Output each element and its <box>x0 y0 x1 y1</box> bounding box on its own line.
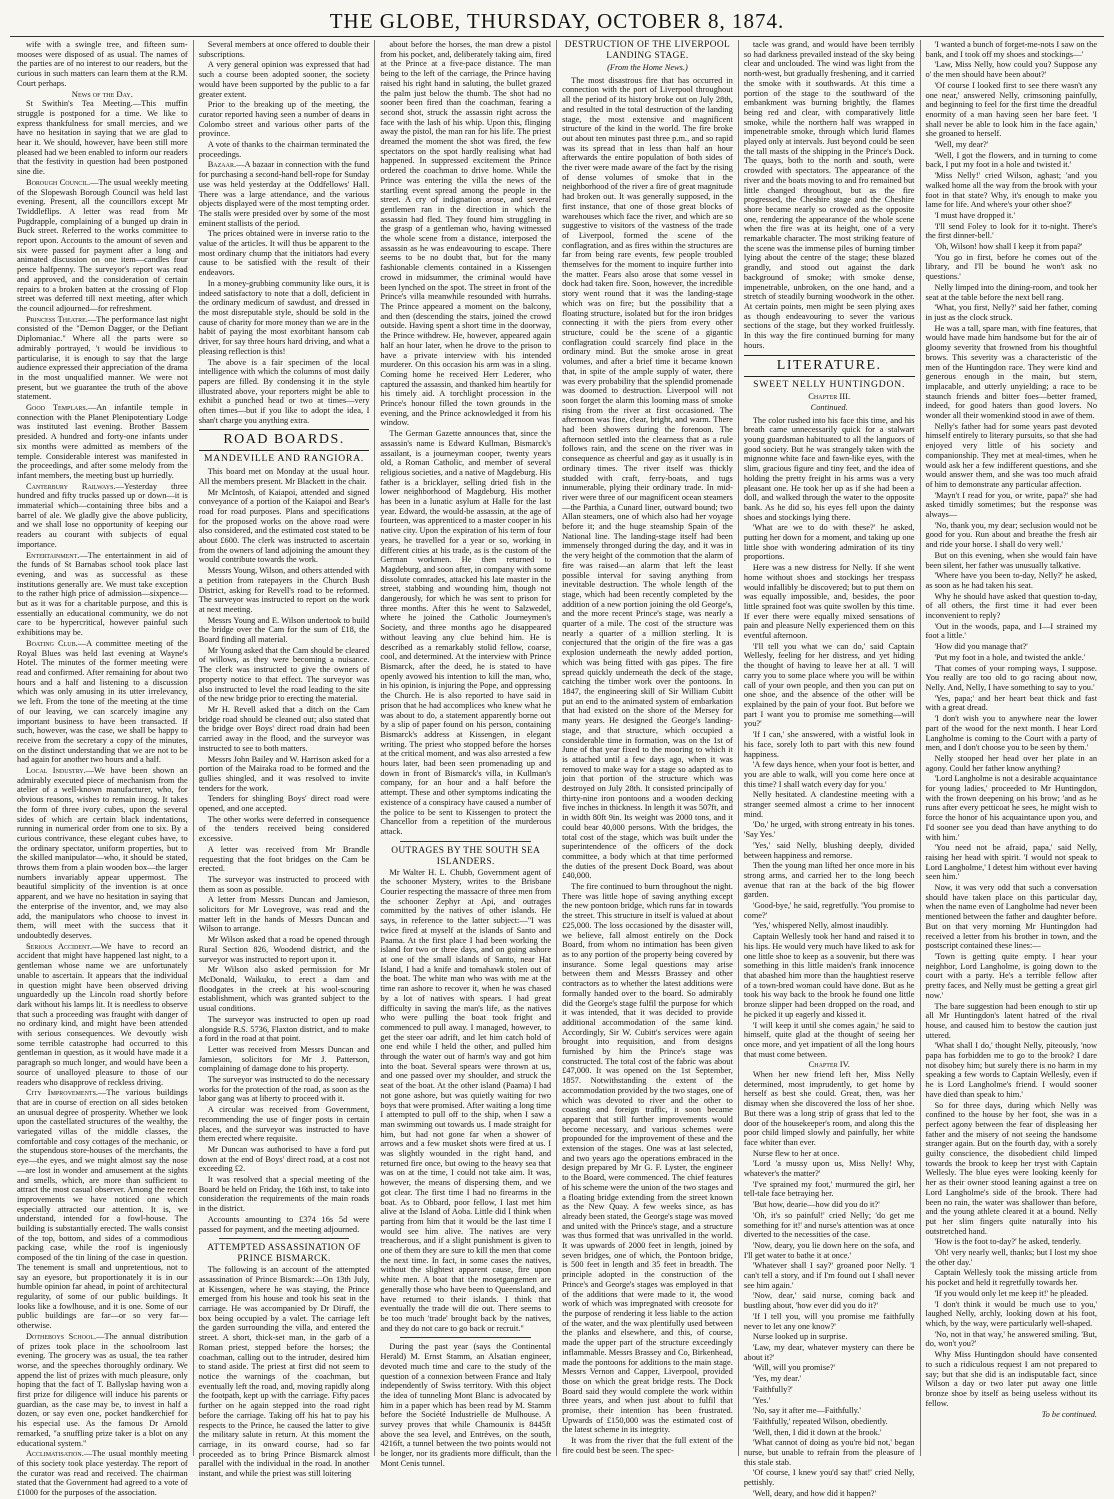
paragraph: Mr Walter H. L. Chubb, Government agent of the schooner Mystery, writes to the Brisbane Courier respecting the massacre of three men from the schooner Zephyr at Api, and outrages committed by the natives of other islands. He says, in reference to the latter subject:—"I was twice fired at myself at the islands of Santo and Paama. At the first place I had been working the island for two or three days, and on going ashore at one of the small islands of Santo, near Hat Island, I had a knife and tomahawk stolen out of the boat. The white man who was with me at the time ran ashore to recover it, when he was chased by a lot of natives with spears. I had great difficulty in saving the man's life, as the natives who were pulling the boat took fright and commenced to pull away. I managed, however, to get the steer oar adrift, and let him catch hold of one end while I held the other, and pulled him through the water out of harm's way and got him into the boat. Several spears were thrown at us, and one passed over my shoulder, and struck the seat of the boat. At the other island (Paama) I had not gone ashore, but was quietly waiting for two boys that were promised. After waiting a long time I attempted to pull off to the ship, when I saw a man swimming out towards us. I made straight for him, but had not gone far when a shower of arrows and a few musket shots were fired at us. I was slightly wounded in the right hand, and returned fire once, but owing to the heavy sea that was on at the time, I could not take aim. It was, however, the means of dispersing them, and we got clear. The first time I had no firearms in the boat. As to Obbard, poor fellow, I last met him alive at the Island of Aoba. Little did I think when parting from him that it would be the last time I would see him alive. The natives are very treacherous, and if a slight punishment is given to one of them they are sure to kill the men that come the next time. In fact, in some cases the natives, without the slightest apparent cause, fire upon white men. A boat that the mosetgangemen are generally those who have been to Queensland, and have returned to their islands. I think that eventually the trade will die out. There seems to be too much 'trade' brought back by the natives, and they do not care to go back or recruit." <box>380 867 552 1333</box>
paragraph: 'Yes,' said Nelly, blushing deeply, divided between happiness and remorse. <box>743 840 915 860</box>
runin-heading: Dotheboys School. <box>26 1331 97 1341</box>
column-1 <box>12 40 194 1498</box>
paragraph-text: —The usual monthly meeting of this society took place yesterday. The report of the curator was read and received. The chairman stated that the Government had agreed to a vote of £1000 for the purposes of the association. <box>17 1449 188 1498</box>
paragraph: 'If I tell you, will you promise me faithfully never to let any one know?' <box>743 1311 915 1331</box>
column-4 <box>557 40 739 1456</box>
paragraph: 'Well, I got the flowers, and in turning to come back, I put my foot in a hole and twisted it.' <box>925 150 1098 170</box>
runin-heading: Acclimatisation. <box>26 1449 84 1459</box>
paragraph: St Swithin's Tea Meeting.—This muffin struggle is postponed for a time. We like to express thankfulness for small mercies, and we have no hesitation in saying that we are glad to hear it. We should, however, have been still more pleased had we been enabled to inform our readers that the festivity in question had been postponed sine die. <box>17 99 188 177</box>
paragraph <box>17 766 188 941</box>
paragraph: 'Yes.' <box>752 1395 771 1405</box>
paragraph: The German Gazette announces that, since the assassin's name is Edward Kullman, Bismarck's assailant, is a journeyman cooper, twenty years old, a Roman Catholic, and member of several religious societies, and a native of Magdeburg. His father is a bricklayer, selling dried fish in the lower neighborhood of Magdeburg. His mother has been in a lunatic asylum at Halle for the last year. Edward, the would-be assassin, at the age of fourteen, was apprenticed to a master cooper in his native city. Upon the expiration of his term of four years, he travelled for a year or so, working in different cities at his trade, as is the custom of the German workmen. He then returned to Magdeburg, and soon after, in company with some dissolute comrades, attacked his late master in the street, stabbing and wounding him, though not dangerously, for which he was sent to prison for three months. After this he went to Salzwedel, where he joined the Catholic Journeymen's Society, and three months ago he disappeared without leaving any clue behind him. He is described as a remarkably stolid fellow, coarse, cool, and determined. At the interview with Prince Bismarck, after the deed, he is stated to have openly avowed his intention to kill the man, who, in his opinion, is injuring the Pope, and oppressing the Church. He is also reported to have said in prison that he had accomplices who knew what he was about to do, a statement apparently borne out by a slip of paper found on his person, containing Bismarck's address at Kissengen, in elegant writing. The priest who stopped before the horses at the critical moment, and was also arrested a few hours later, had been seen promenading up and down in front of Bismarck's villa, in Kullman's company, for an hour and a half before the attempt. These and other symptoms indicating the existence of a conspiracy have caused a number of the police to be sent to Kissengen to protect the Chancellor from a repetition of the murderous attack. <box>380 429 552 836</box>
paragraph: But on this evening, when she would fain have been silent, her father was unusually talkative. <box>925 550 1098 570</box>
paragraph: The color rushed into his face this time, and his breath came unnecessarily quick for a stalwart young guardsman habituated to all the languors of good society. But he was strangely taken with the mignonne white face and fawn-like eyes, with the slim, gracious figure and tiny feet, and the idea of holding the pretty freight in his arms was a very pleasant one. He took her up as if she had been a doll, and walked through the water to the opposite bank. As he did so, his eyes fell upon the dainty shoes and stockings lying there. <box>743 415 915 522</box>
paragraph <box>17 551 188 638</box>
masthead-rule <box>10 36 1104 37</box>
paragraph: It was resolved that a special meeting of the Board be held on Friday, the 16th inst, to take into consideration the requirements of the main roads in the district. <box>198 1175 370 1214</box>
paragraph: 'I'll tell you what we can do,' said Captain Wellesly, feeling for her distress, and yet hiding the thought of having to leave her at all. 'I will carry you to some place where you will be within call of your own people, and then you can put on one shoe, and the absence of the other will be explained by the pain of your foot. But before we part I want you to promise me something—will you?' <box>743 641 915 729</box>
section-heading: ROAD BOARDS. <box>199 429 370 451</box>
paragraph <box>17 1088 188 1331</box>
paragraph: Messrs John Bailey and W. Harrison asked for a portion of the Mairaka road to be formed and the gullies shingled, and it was resolved to invite tenders for the work. <box>198 754 370 793</box>
paragraph: Mr H. Revell asked that a ditch on the Cam bridge road should be cleaned out; also stated that the bridge over Boys' direct road drain had been carried away in the flood, and the surveyor was instructed to see to both matters. <box>198 705 370 753</box>
paragraph: 'I wanted a bunch of forget-me-nots I saw on the bank, and I took off my shoes and stockings—' <box>925 40 1098 59</box>
paragraph: 'Faithfully?' <box>752 1384 793 1394</box>
column-5 <box>739 40 921 1498</box>
runin-heading: Serious Accident. <box>26 941 93 951</box>
paragraph: 'Oh, Wilson! how shall I keep it from papa?' <box>934 242 1083 252</box>
paragraph: 'You need not be afraid, papa,' said Nelly, raising her head with spirit. 'I would not speak to Lord Langholme,' I detest him without ever having seen him.' <box>925 843 1098 882</box>
columns <box>12 40 1102 1498</box>
chapter-note: Continued. <box>810 402 848 412</box>
paragraph: 'No, thank you, my dear; seclusion would not be good for you. Run about and breathe the fresh air and ride your horse. I shall do very well.' <box>925 520 1098 550</box>
chapter-heading: Chapter III. <box>808 391 851 402</box>
paragraph: 'What cannot of doing as you're bid not,' began nurse, but unable to refrain from the pleasure of this stale stab. <box>743 1438 915 1467</box>
paragraph <box>17 482 188 550</box>
paragraph: 'How is the foot to-day?' he asked, tenderly. <box>934 1237 1081 1247</box>
paragraph: Nelly's father had for some years past devoted himself entirely to literary pursuits, so that she had enjoyed very little of his society and companionship. They met at meal-times, when he would ask her a few indifferent questions, and she would answer them, and she was too much afraid of him to demonstrate any particular affection. <box>925 421 1098 489</box>
paragraph: Several members at once offered to double their subscriptions. <box>198 40 370 59</box>
paragraph: 'Well, my dear?' <box>934 140 989 150</box>
paragraph: The fire continued to burn throughout the night. There was little hope of saving anything except the new pontoon bridge, which runs far in towards the street. This structure in itself is valued at about £25,000. The loss occasioned by the disaster will, we believe, fall almost entirely on the Dock Board, from whom no intimation has been given as to any portion of the property being covered by insurance. Some legal questions may arise between them and Messrs Brassey and other contractors as to whether the latest additions were formally handed over to the board. So admirably did the George's stage fulfil the purpose for which it was intended, that it was decided to provide additional accommodation of the same kind. Accordingly, Sir W. Cubitt's services were again brought into requisition, and from designs furnished by him the Prince's stage was constructed. The total cost of the fabric was about £47,000. It was opened on the 1st September, 1857. Notwithstanding the extent of the accommodation provided by the two stages, one of which was devoted to river and the other to coasting and foreign traffic, it soon became apparent that still further improvements would become necessary, and various schemes were propounded for the improvement of these and the extension of the stages. One was at last selected, and two years ago the operations embraced in the design prepared by Mr G. F. Lyster, the engineer to the Board, were commenced. The chief features of his scheme were the union of the two stages and a floating bridge extending from the street known as the New Quay. A few weeks since, as has already been stated, the George's stage was moved and united with the Prince's stage, and a structure was thus formed that was unrivalled in the world. It was upwards of 2000 feet in length, joined by seven bridges, one of which, the Pontoon bridge, is 500 feet in length and 35 feet in breadth. The principle adopted in the construction of the Prince's and George's stages was employed in that of the additions that were made to it, the wood work of which was impregnated with creosote for the purpose of rendering it less liable to the action of the water, and the wax plentifully used between the planks and elsewhere, and this, of course, made the upper part of the structure exceedingly inflammable. Messrs Brassey and Co, Birkenhead, made the pontoons for additions to the main stage. Messrs Vernon and Capper, Liverpool, provided those on which the great bridge rests. The Dock Board said they would complete the work within three years, and when just about to fulfil that promise, their intention has been frustrated. Upwards of £150,000 was the estimated cost of the latest scheme in its integrity. <box>562 882 733 1435</box>
continued-note: To be continued. <box>1041 1410 1098 1420</box>
paragraph-text: —The usual weekly meeting of the Slopewash Borough Council was held last evening. Present, all the councillors except Mr Twiddleflips. A letter was read from Mr Pugdrapple, complaining of a bunged up drain in Buck street. Referred to the works committee to report upon. Accounts to the amount of seven and six were passed for payment after a long and animated discussion on one item—candles four pence halfpenny. The surveyor's report was read and approved, and the consideration of certain repairs to a broken batten at the crossing of Flop street was deferred till next meeting, after which the council adjourned—for refreshment. <box>17 177 188 313</box>
paragraph: Tenders for shingling Boys' direct road were opened, and one accepted. <box>198 794 370 814</box>
paragraph: A vote of thanks to the chairman terminated the proceedings. <box>198 140 370 159</box>
paragraph: Accounts amounting to £374 16s 5d were passed for payment, and the meeting adjourned. <box>198 1214 370 1234</box>
article-heading: OUTRAGES BY THE SOUTH SEA ISLANDERS. <box>391 845 541 867</box>
column-3 <box>375 40 557 1468</box>
paragraph: Now, it was very odd that such a conversation should have taken place on this particular day, when the name even of Langholme had never been mentioned between the father and daughter before. But on that very morning Mr Huntingdon had received a letter from his brother in town, and the postscript contained these lines:— <box>925 883 1098 951</box>
paragraph: 'Law, Miss Nelly, how could you? Suppose any o' the men should have been about?' <box>925 60 1098 80</box>
paragraph: tacle was grand, and would have been terribly so had darkness prevailed instead of the sky being clear and unclouded. The wind was light from the north-west, but gradually freshening, and it carried the smoke with it southwards. At this time a portion of the stage to the southward of the embankment was burning brightly, the flames being red and clear, with comparatively little smoke, while the northern half was wrapped in impenetrable smoke, through which lurid flames played only at intervals. Just beyond could be seen the tall masts of the shipping in the Prince's Dock. The quays, both to the north and south, were crowded with spectators. The appearance of the river and the boats moving to and fro remained but little changed throughout, but as the fire progressed, the Cheshire stage and the Cheshire shore became nearly so crowded as the opposite one, rendering the appearance of the whole scene when the fire was at its height, one of a very remarkable character. The most striking feature of the scene was the immense piles of burning timber lying about the centre of the stage; these blazed grandly, and stood out against the dark background of smoke; with smoke dense, impenetrable, unbroken, on the one hand, and a stretch of steadily burning woodwork in the other. At certain points, men might be seen plying axes as though endeavouring to sever the various sections of the stage, but they worked fruitlessly. In this way the fire continued burning for many hours. <box>743 40 915 350</box>
paragraph: 'Now, deary, you lie down here on the sofa, and I'll get water to bathe it at once.' <box>743 1240 915 1260</box>
paragraph: 'I've sprained my foot,' murmured the girl, her tell-tale face betraying her. <box>743 1179 915 1199</box>
divider <box>400 1337 531 1338</box>
paragraph: When her new friend left her, Miss Nelly determined, most imprudently, to get home by herself as best she could. Great, then, was her dismay when she discovered the loss of her shoe. But there was a long strip of grass that led to the door of the housekeeper's room, and along this the poor child limped slowly and painfully, her white face whiter than ever. <box>743 1070 915 1147</box>
paragraph: Mr Duncan was authorised to have a ford put down at the end of Boys' direct road, at a cost not exceeding £2. <box>198 1144 370 1174</box>
paragraph <box>17 1332 188 1448</box>
story-title: SWEET NELLY HUNTINGDON. <box>753 378 906 390</box>
paragraph: The above is a fair specimen of the local intelligence with which the columns of most daily papers are filled. By condensing it in the style illustrated above, your reporters might be able to exhibit a punched head or two at times—very often times—but if you like to adopt the idea, I shan't charge you anything extra. <box>198 357 370 425</box>
divider <box>219 1238 350 1239</box>
paragraph: 'That comes of your romping ways, I suppose. You really are too old to go racing about now, Nelly. And, Nelly, I have something to say to you.' <box>925 663 1098 692</box>
paragraph: 'I will keep it until she comes again,' he said to himself, quite glad at the thought of seeing her once more, and yet impatient of all the long hours that must come between. <box>743 1020 915 1059</box>
paragraph-text: —An infantile temple in connection with the Planet Plenipotentiary Lodge was instituted last evening. Brother Bassem presided. A hundred and forty-one infants under six months were admitted as members of the temple. Considerable interest was manifested in the proceedings, and after some melody from the infant members, the meeting bust up hurriedly. <box>17 403 188 480</box>
paragraph <box>17 942 188 1088</box>
runin-heading: Canterbury Railways. <box>26 481 116 491</box>
paragraph: 'If I can,' she answered, with a wistful look in his face, sorely loth to part with this new found happiness. <box>743 730 915 759</box>
paragraph-text: —A committee meeting of the Royal Blues was held last evening at Wayne's Hotel. The minutes of the former meeting were read and confirmed. After remaining for about two hours and a half and listening to a discussion which was only amusing in its utter irrelevancy, we left. From the tone of the meeting at the time of our leaving, we can scarcely imagine any important business to have been transacted. If such, however, was the case, we shall be happy to receive from the secretary a copy of the minutes, on the distinct understanding that we are not to be had again for another two hours and a half. <box>17 638 188 765</box>
paragraph-text: —The annual distribution of prizes took place in the schoolroom last evening. The grocery was as usual, the tea rather worse, and the speeches thoroughly ordinary. We append the list of prizes with much pleasure, only hoping that the fact of T. Ballyslap having won a first prize for diligence will induce his parents or guardian, as the case may be, to invest in half a dozen, or say even one, pocket handkerchief for his especial use. As the famous Dr Arnold remarked, "a snuffling prize taker is a blot on any educational system." <box>17 1331 188 1448</box>
paragraph: Letter was received from Messrs Duncan and Jamieson, solicitors for Mr J. Patterson, complaining of damage done to his property. <box>198 1044 370 1074</box>
paragraph: 'What, you first, Nelly?' said her father, coming in just as the clock struck. <box>925 303 1098 322</box>
paragraph: Mr McIntosh, of Kaiapoi, attended and signed conveyance of a portion of the Kaiapoi and Bear's road for road purposes. Plans and specifications for the proposed works on the above road were also considered, and the estimated cost stated to be about £600. The clerk was instructed to ascertain from the owners of land adjoining the amount they would contribute towards the work. <box>198 487 370 565</box>
paragraph: 'Law, my dear, whatever mystery can there be about it?' <box>743 1343 915 1362</box>
paragraph: The other works were deferred in consequence of the tenders received being considered excessive. <box>198 814 370 844</box>
paragraph: 'Yes, papa;' and her heart beat thick and fast with a great dread. <box>925 693 1098 713</box>
paragraph: 'Yes, my dear.' <box>752 1374 802 1384</box>
paragraph: 'Of course I looked first to see there wasn't any one near,' answered Nelly, crimsoning painfully, and beginning to feel for the first time the dreadful enormity of a man having seen her bare feet. 'I shall never be able to look him in the face again,' she groaned to herself. <box>925 80 1098 139</box>
paragraph: 'Oh, it's so painful!' cried Nelly; 'do get me something for it!' and nurse's attention was at once diverted to the necessities of the case. <box>743 1210 915 1240</box>
paragraph: 'Yes,' whispered Nelly, almost inaudibly. <box>752 921 889 931</box>
paragraph-text: —Yesterday three hundred and fifty trucks passed up or down—it is immaterial which—containing three bibs and a barrel of ale. We gladly give the above publicity, and we shall lose no opportunity of keeping our readers au courant with subjects of equal importance. <box>17 481 188 549</box>
paragraph: about before the horses, the man drew a pistol from his pocket, and, deliberately taking aim, fired at the Prince at a five-pace distance. The man being to the left of the carriage, the Prince having raised his right hand in saluting, the bullet grazed the palm just below the thumb. The shot had no sooner been fired than the coachman, fearing a second shot, struck the assassin right across the face with the lash of his whip. Upon this, flinging away the pistol, the man ran for his life. The priest dreamed the moment the shot was fired, the few spectators on the spot hardly realising what had happened. In suppressed excitement the Prince ordered the coachman to drive home. While the Prince was entering the villa the news of the startling event spread among the people in the street. A cry of indignation arose, and several gentlemen ran in the direction in which the assassin had fled. They found him struggling in the grasp of a gentleman who, having witnessed the whole scene from a distance, interposed the assassin as he was endeavouring to escape. There seems to be no doubt that, but for the many fashionable clements contained in a Kissengen crowd in midsummer, the criminal would have been lynched on the spot. The street in front of the Prince's villa meanwhile resounded with hurrahs. The Prince appeared a moment on the balcony, and then (descending the stairs, joined the crowd outside. Having spent a short time in the doorway, the Prince withdrew. He, however, appeared again half an hour later, when he drove to the prison to have a private interview with his intended murderer. On this occasion his arm was in a sling. Coming home he received Herr Lederer, who captured the assassin, and thanked him heartily for his timely aid. A torchlight procession in the Prince's honour filled the town grounds in the evening, and the Prince acknowledged it from his window. <box>380 40 552 428</box>
paragraph: Here was a new distress for Nelly. If she went home without shoes and stockings her trespass would infallibly be discovered; but to put them on was equally impossible, and, besides, the poor little sprained foot was quite swollen by this time. If ever there were equally mixed sensations of pain and pleasure Nelly experienced them on this eventful afternoon. <box>743 563 915 641</box>
paragraph: 'I'll send Foley to look for it to-night. There's the first dinner-bell.' <box>925 221 1098 241</box>
paragraph: The most disastrous fire that has occurred in connection with the port of Liverpool throughout all the period of its history broke out on July 28th, and resulted in the total destruction of the landing stage, the most extensive and magnificent structure of the kind in the world. The fire broke out about ten minutes past three p.m., and so rapid was its spread that in less than half an hour afterwards the entire population of both sides of the river were made aware of the fact by the rising of dense volumes of smoke that in the neighborhood of the river a fire of great magnitude had broken out. It was generally supposed, in the first instance, that one of those great blocks of warehouses which face the river, and which are so suggestive to visitors of the vastness of the trade of Liverpool, formed the scene of the conflagration, and as fires within the structures are far from being rare events, few people troubled themselves for the moment to inquire further into the matter. Fears also arose that some vessel in dock had taken fire. Soon, however, the incredible story went round that it was the landing-stage which was on fire; but the possibility that a floating structure, isolated but for the iron bridges connecting it with the piers from every other structure, could be the scene of a gigantic conflagration could scarcely find place in the ordinary mind. But the smoke arose in great volumes, and after a brief time it became known that, in spite of the ample supply of water, there was every probability that the splendid promenade was doomed to destruction. Liverpool will not soon forget the alarm this looming mass of smoke rising from the river at first occasioned. The afternoon was fine, clear, bright, and warm. There had been showers during the forenoon. The afternoon settled into the clearness that as a rule follows rain, and the scene on the river was in consequence as cheerful and gay as it usually is in ordinary times. The river itself was thickly studded with craft, ferry-boats, and tugs innumerable, plying their ordinary trade. In mid-river were three of our magnificent ocean steamers—the Parthia, a Cunard liner, outward bound; two Allan steamers, one of which also had her voyage before it; and the huge steamship Spain of the National line. The landing-stage itself had been immensely thronged during the day, and it was in the very height of the commotion that the alarm of fire was raised—an alarm that left the least possible interval for saving anything from inevitable destruction. The whole length of the stage, which had been recently completed by the addition of a new portion joining the old George's, and the more recent Prince's stage, was nearly a quarter of a mile. The cost of the structure was nearly a quarter of a million sterling. It is conjectured that the origin of the fire was a gas explosion underneath the newly added portion, which was being fitted with gas pipes. The fire spread quickly underneath the deck of the stage, catching the timber work over the pontoons. In 1847, the engineering skill of Sir William Cubitt put an end to the animated system of embarkation that had existed on the shore of the Mersey for many years. He designed the George's landing-stage, and that structure, which occupied a considerable time in formation, was on the 1st of June of that year fixed to the mooring to which it is attached until a few days ago, when it was removed to make way for a stage so adapted as to join that portion of the structure which was destroyed on July 28th. It consisted principally of thirty-nine iron pontoons and a wooden decking five inches in thickness. In length it was 507ft, and in width 80ft 9in. Its weight was 2000 tons, and it could bear 40,000 persons. With the bridges, the total cost of the stage, which was built under the superintendence of the officers of the dock committee, a body which at that time performed the duties of the present Dock Board, was about £40,000. <box>562 75 733 881</box>
paragraph <box>199 160 370 228</box>
paragraph-text: —The performance last night consisted of the "Demon Dagger, or the Defiant Diplomaniac." Where all the parts were so admirably portrayed, 't would be invidious to particularise, it is enough to say that the large audience expressed their appreciation of the drama in the most unqualified manner. We were not present, but we guarantee the truth of the above statement. <box>17 314 188 402</box>
paragraph: 'No, not in that way,' he answered smiling. 'But, do, won't you?' <box>925 1329 1098 1349</box>
paragraph: 'Of course, I knew you'd say that!' cried Nelly, pettishly. <box>743 1468 915 1488</box>
paragraph: Prior to the breaking up of the meeting, the curator reported having seen a number of deans in Colombo street and various other parts of the province. <box>198 100 370 139</box>
paragraph: Captain Wellesly took the missing article from his pocket and held it regretfully towards her. <box>925 1268 1098 1288</box>
paragraph: The surveyor was instructed to proceed with them as soon as possible. <box>198 874 370 894</box>
paragraph <box>17 1449 188 1498</box>
paragraph: Mr Wilson asked that a road be opened through Rural Section 826, Woodend district, and the surveyor was instructed to report upon it. <box>198 935 370 964</box>
runin-heading: Good Templars. <box>26 403 88 413</box>
runin-heading: Borough Council. <box>26 177 91 187</box>
masthead: THE GLOBE, THURSDAY, OCTOBER 8, 1874. <box>329 9 785 33</box>
paragraph: 'No, say it after me—Faithfully.' <box>752 1406 861 1416</box>
paragraph: 'A few days hence, when your foot is better, and you are able to walk, will you come here once at this time? I shall watch every day for you.' <box>743 760 915 789</box>
paragraph: Messrs Young and E. Wilson undertook to build the bridge over the Cam for the sum of £18, the Board finding all material. <box>198 615 370 645</box>
paragraph: Why Miss Huntingdon should have consented to such a ridiculous request I am not prepared to say; but that she did is an indisputable fact, since Wilson a day or two later put away one little bronze shoe by itself as being useless without its fellow. <box>925 1350 1098 1408</box>
paragraph: The bare suggestion had been enough to stir up all Mr Huntingdon's latent hatred of the rival house, and caused him to bestow the caution just uttered. <box>925 1001 1098 1040</box>
paragraph: 'You go in first, before he comes out of the library, and I'll be bound he won't ask no questions.' <box>925 252 1098 282</box>
paragraph: 'I must have dropped it.' <box>934 210 1015 220</box>
paragraph: During the past year (says the Continental Herald) M. Ernst Stamm, an Alsatian engineer, devoted much time and care to the study of the question of a connexion between France and Italy independently of Swiss territory. With this object the idea of tunneling Mont Blanc is advocated by him in a paper which has been read by M. Stamm before the Société Industrielle de Mulhouse. A survey proves that while Chamounix is 8445ft above the sea level, and Entrèves, on the south, 4216ft, a tunnel between the two points would not be longer, nor its gradients more difficult, than the Mont Cenis tunnel. <box>380 1342 552 1468</box>
paragraph: 'Out in the woods, papa, and I—I strained my foot a little.' <box>925 621 1098 641</box>
paragraph: So for three days, during which Nelly was confined to the house by her foot, she was in a perfect agony between the fear of displeasing her father and the misery of not seeing the handsome stranger again. But on the fourth day, with a sorely guilty conscience, the disobedient child limped towards the brook to keep her tryst with Captain Wellesly. The blue eyes were looking keenly for her as their owner stood leaning against a tree on Lord Langholme's side of the brook. There had been no rain, the water was shallower than before, and the young athlete cleared it at a bound. Nelly put her slim fingers quite naturally into his outstretched hand. <box>925 1100 1098 1236</box>
paragraph: A circular was received from Government, recommending the use of finger posts in certain places, and the surveyor was instructed to have them erected where requisite. <box>198 1105 370 1144</box>
paragraph-text: —The entertainment in aid of the funds of St Barnabas school took place last evening, and was as successful as these institutions generally are. We must take exception to the rather high price of admission—sixpence—but as it was for a charitable purpose, and this is essentially an educational community, we do not care to be hypercritical, however painful such exhibitions may be. <box>17 550 188 638</box>
section-heading: News of the Day. <box>71 88 133 99</box>
paragraph: A letter was received from Mr Brandle requesting that the foot bridges on the Cam be erected. <box>198 844 370 874</box>
paragraph: 'Good-bye,' he said, regretfully. 'You promise to come?' <box>743 901 915 920</box>
article-source: (From the Home News.) <box>607 63 688 72</box>
paragraph: 'Faithfully,' repeated Wilson, obediently. <box>752 1416 888 1426</box>
paragraph: Captain Wellesly took her hand and raised it to his lips. He would very much have liked to ask for one little shoe to keep as a souvenir, but there was something in this little maiden's frank innocence that abashed him more than the haughtiest reserve of a town-bred woman could have done. But as he took his way back to the brook he found one little bronze slipper had been dropped on the road, and he picked it up eagerly and kissed it. <box>743 932 915 1019</box>
paragraph: 'Put my foot in a hole, and twisted the ankle.' <box>934 652 1086 662</box>
paragraph: The prices obtained were in inverse ratio to the value of the articles. It will thus be apparent to the most ordinary chump that the initiators had every cause to be satisfied with the result of their endeavors. <box>198 229 370 278</box>
runin-heading: Local Industry. <box>26 766 86 776</box>
paragraph <box>17 639 188 765</box>
paragraph: 'I don't think it would be much use to you,' laughed Nelly, archly, looking down at his foot, which, by the way, were particularly well-shaped. <box>925 1299 1098 1328</box>
runin-heading: City Improvements. <box>26 1088 99 1098</box>
runin-heading: Princess Theatre. <box>26 314 88 324</box>
paragraph: 'Now, dear,' said nurse, coming back and bustling about, 'how ever did you do it?' <box>743 1291 915 1311</box>
paragraph: Mr Wilson also asked permission for Mr McDonald, Waikuku, to erect a dam and floodgates in the creek at his wool-scouring establishment, which was granted subject to the usual conditions. <box>198 965 370 1014</box>
paragraph: 'If you would only let me keep it!' he pleaded. <box>934 1288 1089 1298</box>
paragraph: Nurse looked up in surprise. <box>752 1332 848 1342</box>
runin-heading: Boating Club. <box>26 638 78 648</box>
paragraph: 'Well, then, I did it down at the brook.' <box>752 1427 882 1437</box>
paragraph: 'But how, dearie—how did you do it?' <box>752 1200 880 1210</box>
column-6 <box>921 40 1103 1456</box>
section-heading: LITERATURE. <box>744 355 915 377</box>
paragraph: Nelly limped into the dining-room, and took her seat at the table before the next bell rang. <box>925 282 1098 302</box>
paragraph: Nelly hesitated. A clandestine meeting with a stranger seemed almost a crime to her innocent mind. <box>743 790 915 819</box>
paragraph: The surveyor was instructed to open up road alongside R.S. 5736, Flaxton district, and to make a ford in the road at that point. <box>198 1014 370 1044</box>
paragraph: Nurse flew to her at once. <box>752 1148 840 1158</box>
paragraph: 'I don't wish you to anywhere near the lower part of the wood for the next month. I hear Lord Langholme is coming to the Court with a party of men, and I don't choose you to be seen by them.' <box>925 714 1098 753</box>
paragraph <box>17 315 188 402</box>
paragraph: He was a tall, spare man, with fine features, that would have made him handsome but for the air of gloomy severity that frowned from his thoughtful brows. This severity was a characteristic of the men of the Huntingdon race. They were kind and generous enough in the main, but stern, implacable, and utterly unyielding; a race to be staunch friends and bitter foes—better framed, indeed, for good haters than good lovers. No wonder all their womenkind stood in awe of them. <box>925 323 1098 421</box>
paragraph-text: —The various buildings that are in course of erection on all sides betoken an unusual degree of prosperity. Whether we look upon the castellated structures of the wealthy, the variegated villas of the middle classes, the comfortable and cosy cottages of the mechanic, or the stupendous store-houses of the merchants, the eye—the eyes, and we might almost say the nose—are lost in wonder and amusement at the sights and smells, which, are more than sufficient to attract the most casual observer. Among the recent improvements we have noticed one which especially attracted our attention. It is, we understand, intended for a fowl-house. The building is substantially erected. The walls consist of the top, bottom, and sides of a commodious packing case, while the roof is ingeniously composed of the tin lining of the case in question. The tenement is small and unpretentious, not to say an eyesore, but proportionately it is in our humble opinion far ahead, in point of architectural regularity, of some of our public buildings. It looks like a fowlhouse, and it is one. Some of our public buildings are far—or so very far—otherwise. <box>17 1088 188 1331</box>
paragraph: The surveyor was instructed to do the necessary works for the protection of the road, as soon as the labor gang was at liberty to proceed with it. <box>198 1075 370 1104</box>
runin-heading: Entertainment. <box>26 550 80 560</box>
paragraph-text: —We have been shown an admirably executed piece of mechanism from the atelier of a well-known manufacturer, who, for obvious reasons, wishes to remain incog. It takes the form of three ivory cubes, upon the several sides of which are certain black indentations, running in numerical order from one to six. By a curious contrivance, these elegant cubes have, to the ordinary spectator, uniform properties, but to the skilled manipulator—who, it should be stated, throws them from a plain wooden box—the larger numbers invariably appear uppermost. The beautiful simplicity of the invention is at once apparent, and we have no hesitation in saying that the enterprise of the inventor, and, we may also add, the manipulators who choose to invest in them, will meet with the success that it undoubtedly deserves. <box>17 766 188 940</box>
paragraph: 'Mayn't I read for you, or write, papa?' she had asked timidly sometimes; but the response was always— <box>925 490 1098 520</box>
paragraph: 'What shall I do,' thought Nelly, piteously, 'now papa has forbidden me to go to the brook? I dare not disobey him; but surely there is no harm in my speaking a few words to Captain Wellesly, even if he is Lord Langholme's friend. I would sooner have died than speak to him.' <box>925 1041 1098 1099</box>
paragraph: This board met on Monday at the usual hour. All the members present. Mr Blackett in the chair. <box>198 467 370 486</box>
paragraph: 'Well, deary, and how did it happen?' <box>752 1488 877 1498</box>
paragraph-text: —We have to record an accident that might have happened last night, to a gentleman whose name we are unfortunately unable to ascertain. It appears that the individual in question might have been observed driving unguardedly up the Lincoln road shortly before dark without his lamps lit. It is needless to observe that such a proceeding was fraught with danger of no ordinary kind, and might have been attended with serious consequences. We devoutly wish some terrible catastrophe had occurred to this gentleman in question, as it would have made it a paragraph so much longer, and would have been a source of unalloyed pleasure to those of our readers who disapprove of reckless driving. <box>17 941 188 1087</box>
article-heading: DESTRUCTION OF THE LIVERPOOL LANDING STAGE. <box>564 40 731 61</box>
paragraph <box>17 178 188 314</box>
paragraph: wife with a swingle tree, and fifteen sum-mooses were disposed of as usual. The names of the parties are of no interest to our readers, but the curious in such matters can learn them at the R.M. Court perhaps. <box>17 40 188 88</box>
paragraph: Why he should have asked that question to-day, of all others, the first time it had ever been inconvenient to reply? <box>925 591 1098 621</box>
paragraph: A letter from Messrs Duncan and Jamieson, solicitors for Mr Lovegrove, was read and the matter left in the hands of Messrs Duncan and Wilson to arrange. <box>198 895 370 934</box>
paragraph: It was from the river that the full extent of the fire could best be seen. The spec- <box>562 1436 733 1455</box>
paragraph: 'How did you manage that?' <box>934 642 1028 652</box>
paragraph: 'Will, will you promise?' <box>752 1363 836 1373</box>
chapter-heading: Chapter IV. <box>808 1059 850 1070</box>
runin-heading: Bazaar. <box>207 160 237 170</box>
article-heading: ATTEMPTED ASSASSINATION OF PRINCE BISMARCK. <box>207 1243 361 1265</box>
paragraph: A very general opinion was expressed that had such a course been adopted sooner, the society would have been supported by the public to a far greater extent. <box>198 60 370 99</box>
paragraph: 'Lord 'a mussy upon us, Miss Nelly! Why, whatever's the matter?' <box>743 1159 915 1179</box>
paragraph: Mr Young asked that the Cam should be cleared of willows, as they were becoming a nuisance. The clerk was instructed to give the owners of property notice to that effect. The surveyor was also instructed to level the road leading to the site of the new bridge prior to erecting the material. <box>198 645 370 704</box>
paragraph: The following is an account of the attempted assassination of Prince Bismarck:—On 13th July, at Kissengen, where he was staying, the Prince emerged from his house and took his seat in the carriage. He was accompanied by Dr Diruff, the box being occupied by a valet. The carriage left the garden surrounding the villa, and entered the street. A short, thick-set man, in the garb of a Roman priest, stepped before the horses; the coachman, calling out to the intruder, desired him to stand aside. The priest at first did not seem to notice the warnings of the coachman, but eventually left the road, and, moving rapidly along the footpath, kept up with the carriage. Fifty paces further on he again stepped into the road right before the carriage. Taking off his hat to pay his respects to the Prince, he caused the latter to give the military salute in return. At this moment the carriage, in its onward course, had so far proceeded as to bring Prince Bismarck almost parallel with the individual in the road. In another instant, and while the priest was still loitering <box>198 1265 370 1479</box>
section-subheading: MANDEVILLE AND RANGIORA. <box>203 453 365 465</box>
paragraph: 'Whatever shall I say?' groaned poor Nelly. 'I can't tell a story, and if I'm found out I shall never see him again.' <box>743 1261 915 1290</box>
paragraph <box>17 403 188 481</box>
paragraph: 'Where have you been to-day, Nelly?' he asked, as soon as he had taken his seat. <box>925 571 1098 590</box>
paragraph: Then the young man lifted her once more in his strong arms, and carried her to the long beech avenue that ran at the back of the big flower garden. <box>743 861 915 900</box>
paragraph: 'What are we to do with these?' he asked, putting her down for a moment, and taking up one little shoe with wondering admiration of its tiny proportions. <box>743 523 915 562</box>
paragraph: Messrs Young, Wilson, and others attended with a petition from ratepayers in the Church Bush District, asking for Revell's road to be reformed. The surveyor was instructed to report on the work at next meeting. <box>198 566 370 614</box>
paragraph: 'Lord Langholme is not a desirable acquaintance for young ladies,' proceeded to Mr Huntingdon, with the frown deepening on his brow; 'and as he runs after every petticoat he sees, he might wish to force the honor of his acquaintance upon you, and I'd sooner see you dead than have anything to do with him.' <box>925 774 1098 842</box>
paragraph: 'Town is getting quite empty. I hear your neighbor, Lord Langholme, is going down to the court with a party. He's a terrible fellow after pretty faces, and Nelly must be getting a great girl now.' <box>925 951 1098 1000</box>
column-2 <box>194 40 376 1479</box>
paragraph: Nelly stooped her head over her plate in an agony. Could her father know anything? <box>925 753 1098 773</box>
paragraph: 'Oh! very nearly well, thanks; but I lost my shoe the other day.' <box>925 1248 1098 1267</box>
paragraph-text: —A bazaar in connection with the fund for purchasing a second-hand bell-rope for Sunday use was held yesterday at the Oddfellows' Hall. There was a large attendance, and the various objects displayed were of the most tempting order. The stalls were presided over by some of the most eminent stallists of the period. <box>198 160 370 228</box>
paragraph: 'Do,' he urged, with strong entreaty in his tones. 'Say Yes.' <box>743 820 915 840</box>
paragraph: In a money-grubbing community like ours, it is indeed satisfactory to note that a doll, deficient in the ordinary medicum of sawdust, and dressed in the most disreputable style, should be sold in the cause of charity for more money than we are in the habit of paying the most exorbitant hansom cab driver, for say three hours hard driving, and what a pleasing reflection is this! <box>198 278 370 356</box>
divider <box>400 841 531 842</box>
paragraph: 'Miss Nelly!' cried Wilson, aghast; 'and you walked home all the way from the brook with your foot in that state? Why, it's enough to make you lame for life. And where's your other shoe?' <box>925 171 1098 210</box>
